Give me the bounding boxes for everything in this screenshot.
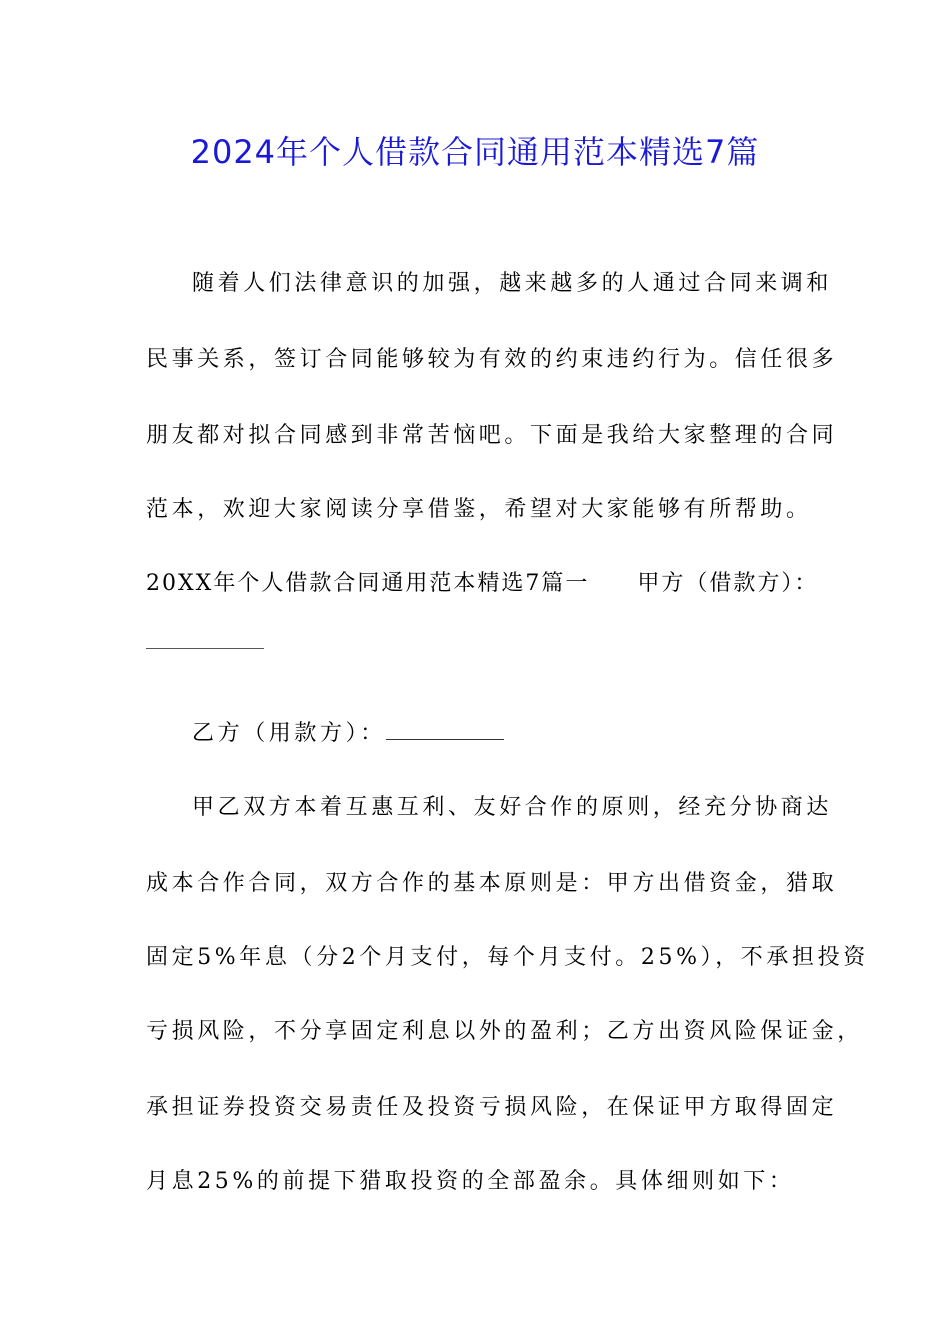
party-a-blank <box>146 648 264 649</box>
body-line-6: 月息25%的前提下猎取投资的全部盈余。具体细则如下： <box>146 1169 795 1194</box>
body-line-5: 承担证券投资交易责任及投资亏损风险，在保证甲方取得固定 <box>146 1095 838 1120</box>
body-line-4: 亏损风险，不分享固定利息以外的盈利；乙方出资风险保证金， <box>146 1019 863 1044</box>
party-a-label: 甲方（借款方）： <box>637 571 819 596</box>
body-line-3: 固定5%年息（分2个月支付，每个月支付。25%），不承担投资 <box>146 945 869 970</box>
section-heading: 20XX年个人借款合同通用范本精选7篇一 <box>146 571 590 596</box>
intro-line-3: 朋友都对拟合同感到非常苦恼吧。下面是我给大家整理的合同 <box>146 423 838 448</box>
party-b-row <box>192 714 872 754</box>
intro-line-4: 范本，欢迎大家阅读分享借鉴，希望对大家能够有所帮助。 <box>146 497 812 522</box>
intro-line-1: 随着人们法律意识的加强，越来越多的人通过合同来调和 <box>192 271 833 296</box>
body-line-2: 成本合作合同，双方合作的基本原则是：甲方出借资金，猎取 <box>146 871 838 896</box>
body-line-1: 甲乙双方本着互惠互利、友好合作的原则，经充分协商达 <box>192 795 833 820</box>
page-title: 2024年个人借款合同通用范本精选7篇 <box>190 133 760 171</box>
intro-line-2: 民事关系，签订合同能够较为有效的约束违约行为。信任很多 <box>146 347 838 372</box>
party-b-blank <box>386 721 504 740</box>
party-b-label: 乙方（用款方）： <box>192 721 386 746</box>
section-heading-row <box>146 564 826 604</box>
